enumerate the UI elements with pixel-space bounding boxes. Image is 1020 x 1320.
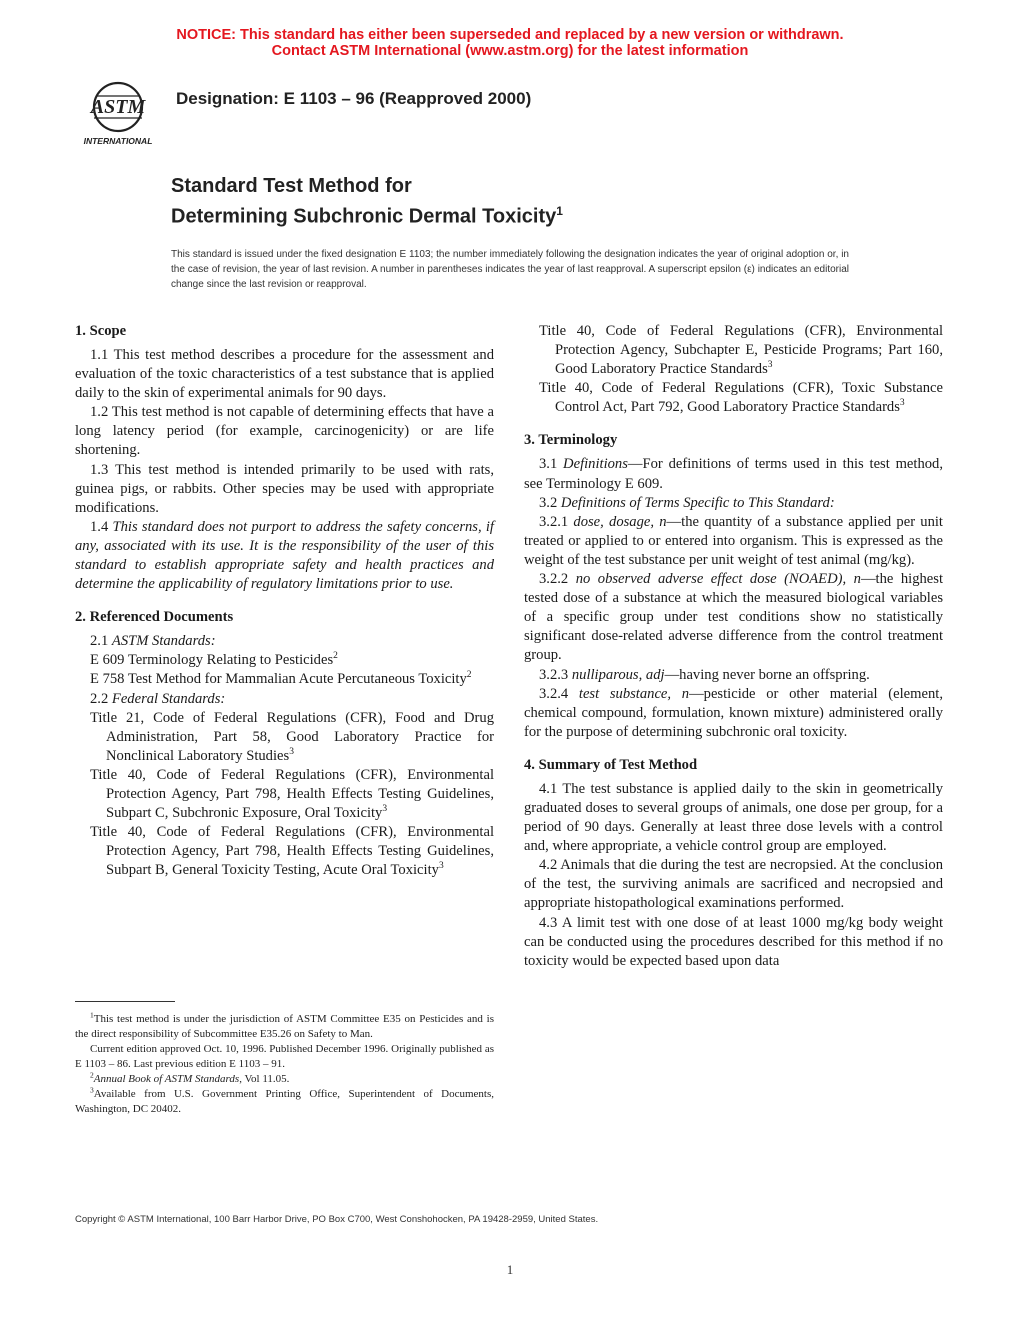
notice-line-1: NOTICE: This standard has either been superseded and replaced by a new version or withdrawn. — [176, 27, 844, 43]
refdocs-fed-text: Federal Standards: — [111, 690, 226, 707]
term-3-2-3-text: —having never borne an offspring. — [664, 666, 870, 683]
term-3-2-3-num: 3.2.3 — [539, 666, 569, 683]
footnote-3-text: Available from U.S. Government Printing Office, Superintendent of Documents, Washington, DC 20402. — [75, 1088, 494, 1115]
refdocs-heading: 2. Referenced Documents — [75, 609, 234, 626]
page-title — [171, 174, 563, 230]
term-3-2-2 — [524, 570, 943, 665]
term-3-2-3 — [524, 666, 943, 685]
title-line-2 — [171, 199, 563, 230]
scope-1-4-text: This standard does not purport to address the safety concerns, if any, associated with its use. It is the responsibility of the user of this standard to establish appropriate safety and health practices and determine the applicability of regulatory limitations prior to use. — [75, 518, 494, 593]
ref-cfr21-fn: 3 — [289, 746, 294, 757]
footnote-2-mark: 2 — [90, 1070, 94, 1080]
ref-cfr40d-text: Title 40, Code of Federal Regulations (CFR), Toxic Substance Control Act, Part 792, Good Laboratory Practice Standards — [539, 380, 943, 416]
term-3-2-term: Definitions of Terms Specific to This Standard: — [560, 494, 835, 511]
ref-cfr40c — [524, 322, 943, 379]
copyright-line: Copyright © ASTM International, 100 Barr Harbor Drive, PO Box C700, West Conshohocken, PA 19428-2959, United States. — [75, 1214, 599, 1225]
refdocs-federal-label — [75, 690, 494, 709]
title-line-1: Standard Test Method for — [171, 175, 412, 197]
footnote-1-text: This test method is under the jurisdiction of ASTM Committee E35 on Pesticides and is the direct responsibility of Subcommittee E35.26 on Safety to Man. — [75, 1013, 494, 1040]
footnote-3-mark: 3 — [90, 1085, 94, 1095]
refdocs-astm-label — [75, 632, 494, 651]
term-3-2-2-text: —the highest tested dose of a substance at which the measured biological variables of a specific group under test conditions show no statistically significant dose-related adverse difference from the control treatment group. — [524, 571, 944, 664]
withdrawal-notice — [0, 27, 1020, 59]
astm-logo-icon — [72, 76, 164, 146]
footnote-3 — [75, 1087, 494, 1117]
scope-1-4-num: 1.4 — [90, 518, 109, 535]
ref-cfr21 — [75, 709, 494, 766]
term-3-1 — [524, 455, 943, 493]
term-3-2-2-num: 3.2.2 — [539, 571, 569, 588]
ref-cfr40a-text: Title 40, Code of Federal Regulations (CFR), Environmental Protection Agency, Part 798, Health Effects Testing Guidelines, Subpart C, Subchronic Exposure, Oral Toxicity — [90, 766, 494, 822]
term-3-2-4-num: 3.2.4 — [539, 685, 569, 702]
summary-4-1: 4.1 The test substance is applied daily to the skin in geometrically graduated doses to several groups of animals, one dose per group, for a period of 90 days. Generally at least three dose levels with a control and, where appropriate, a vehicle control group are employed. — [524, 780, 943, 855]
term-3-2-4-term: test substance, n — [578, 685, 690, 702]
title-line-2-text: Determining Subchronic Dermal Toxicity — [171, 205, 557, 228]
ref-e609-fn: 2 — [333, 651, 338, 662]
term-3-2-1-num: 3.2.1 — [539, 513, 569, 530]
ref-e758 — [75, 670, 494, 689]
ref-cfr40b-fn: 3 — [438, 861, 444, 872]
ref-e758-fn: 2 — [466, 670, 472, 681]
ref-e609 — [75, 651, 494, 670]
logo-letters: ASTM — [90, 96, 146, 118]
term-3-1-num: 3.1 — [539, 456, 558, 473]
footnote-2 — [75, 1072, 494, 1087]
term-3-2-num: 3.2 — [539, 494, 558, 511]
scope-1-2: 1.2 This test method is not capable of determining effects that have a long latency period (for example, carcinogenicity) or are life shortening. — [75, 404, 494, 459]
notice-line-2: Contact ASTM International (www.astm.org) for the latest information — [271, 43, 749, 59]
ref-cfr40a-fn: 3 — [382, 804, 388, 815]
scope-1-3: 1.3 This test method is intended primarily to be used with rats, guinea pigs, or rabbits. Other species may be used with appropriate modifications. — [75, 461, 494, 516]
left-column — [75, 322, 494, 880]
summary-heading: 4. Summary of Test Method — [524, 756, 698, 773]
ref-cfr40b-text: Title 40, Code of Federal Regulations (CFR), Environmental Protection Agency, Part 798, Health Effects Testing Guidelines, Subpart B, General Toxicity Testing, Acute Oral Toxicity — [90, 824, 494, 879]
refdocs-fed-num: 2.2 — [90, 690, 109, 707]
logo-caption: INTERNATIONAL — [83, 136, 153, 146]
term-3-1-term: Definitions — [563, 456, 628, 473]
term-3-2-2-term: no observed adverse effect dose (NOAED), n — [575, 571, 861, 588]
right-column — [524, 322, 943, 971]
term-3-2-4-text: —pesticide or other material (element, chemical compound, formulation, known mixture) administered orally for the purpose of determining subchronic oral toxicity. — [524, 685, 943, 740]
scope-1-4 — [75, 518, 494, 594]
footnote-divider — [75, 1001, 175, 1002]
title-footnote-mark: 1 — [556, 204, 563, 218]
footnote-2-rest: , Vol 11.05. — [239, 1073, 290, 1085]
term-3-2-1-term: dose, dosage, n — [573, 513, 667, 530]
ref-cfr40c-text: Title 40, Code of Federal Regulations (CFR), Environmental Protection Agency, Subchapter E, Pesticide Programs; Part 160, Good Laboratory Practice Standards — [539, 323, 943, 378]
terminology-heading: 3. Terminology — [524, 432, 618, 449]
ref-cfr40a — [75, 766, 494, 823]
refdocs-astm-num: 2.1 — [90, 633, 109, 650]
footnote-1 — [75, 1012, 494, 1042]
ref-e609-text: E 609 Terminology Relating to Pesticides — [90, 652, 334, 669]
footnote-1b: Current edition approved Oct. 10, 1996. Published December 1996. Originally published as E 1103 – 86. Last previous edition E 1103 – 91. — [75, 1043, 494, 1070]
ref-cfr40d-fn: 3 — [899, 398, 905, 409]
footnote-2-title: Annual Book of ASTM Standards — [93, 1073, 240, 1085]
term-3-2-3-term: nulliparous, adj — [571, 666, 665, 683]
refdocs-astm-text: ASTM Standards: — [111, 633, 216, 650]
ref-cfr21-text: Title 21, Code of Federal Regulations (CFR), Food and Drug Administration, Part 58, Good Laboratory Practice for Nonclinical Laboratory Studies — [90, 709, 494, 764]
footnote-1-mark: 1 — [90, 1010, 94, 1020]
ref-cfr40d — [524, 379, 943, 417]
summary-4-2: 4.2 Animals that die during the test are necropsied. At the conclusion of the test, the surviving animals are sacrificed and necropsied and appropriate histopathological examinations performed. — [524, 857, 943, 912]
summary-4-3: 4.3 A limit test with one dose of at least 1000 mg/kg body weight can be conducted using the procedures described for this method if no toxicity would be expected based upon data — [524, 914, 943, 969]
footnotes — [75, 1012, 494, 1117]
term-3-1-text: —For definitions of terms used in this test method, see Terminology E 609. — [524, 456, 943, 492]
term-3-2-1 — [524, 513, 943, 570]
term-3-2-4 — [524, 685, 943, 742]
ref-e758-text: E 758 Test Method for Mammalian Acute Percutaneous Toxicity — [90, 671, 467, 688]
term-3-2-1-text: —the quantity of a substance applied per unit treated or applied to or entered into organism. This is expressed as the weight of the test substance per unit weight of test animal (mg/kg). — [524, 513, 943, 568]
designation: Designation: E 1103 – 96 (Reapproved 2000) — [176, 89, 532, 108]
ref-cfr40c-fn: 3 — [767, 360, 773, 371]
page-number: 1 — [506, 1262, 514, 1277]
ref-cfr40b — [75, 823, 494, 880]
scope-heading: 1. Scope — [75, 323, 127, 339]
scope-1-1: 1.1 This test method describes a procedure for the assessment and evaluation of the toxic characteristics of a test substance that is applied daily to the skin of experimental animals for 90 days. — [75, 347, 494, 402]
term-3-2 — [524, 494, 943, 513]
issue-note: This standard is issued under the fixed designation E 1103; the number immediately following the designation indicates the year of original adoption or, in the case of revision, the year of last revision. A number in parentheses indicates the year of last reapproval. A superscript epsilon (ε) indicates an editorial change since the last revision or reapproval. — [171, 249, 849, 290]
